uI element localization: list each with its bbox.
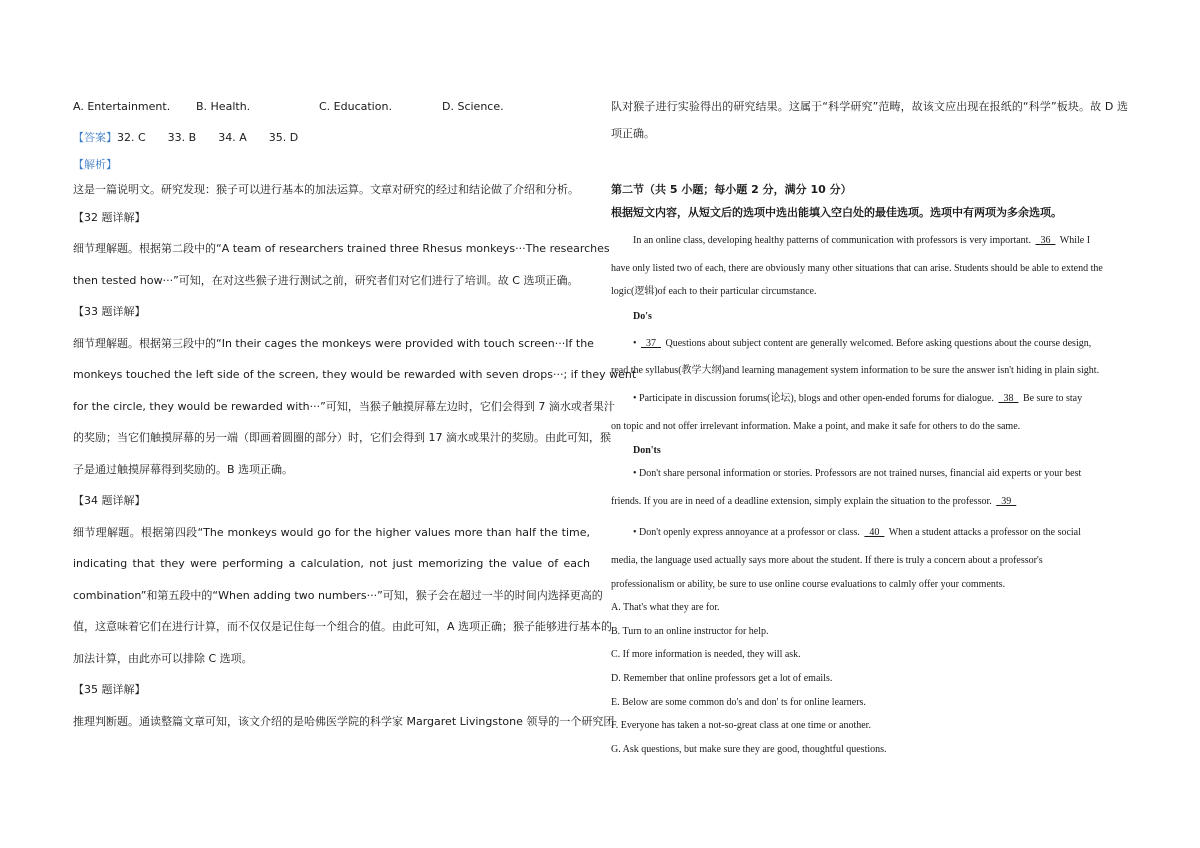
choice-b: B. Turn to an online instructor for help. bbox=[611, 626, 769, 637]
q32-line-2: then tested how···”可知，在对这些猴子进行测试之前，研究者们对它们进行了培训。故 C 选项正确。 bbox=[73, 274, 579, 287]
q35-options bbox=[73, 100, 565, 114]
choice-e: E. Below are some common do's and don' ts for online learners. bbox=[611, 697, 866, 708]
blank-40 bbox=[862, 527, 886, 538]
q34-heading: 【34 题详解】 bbox=[73, 494, 146, 507]
q34-line-4: 值，这意味着它们在进行计算，而不仅仅是记住每一个组合的值。由此可知，A 选项正确；猴子能够进行基本的 bbox=[73, 620, 613, 633]
option-b: B. Health. bbox=[196, 100, 251, 113]
option-a: A. Entertainment. bbox=[73, 100, 171, 113]
analysis-intro: 这是一篇说明文。研究发现：猴子可以进行基本的加法运算。文章对研究的经过和结论做了介绍和分析。 bbox=[73, 183, 579, 196]
donts-heading: Don'ts bbox=[633, 445, 661, 456]
dos-heading: Do's bbox=[633, 311, 652, 322]
passage-p1-text-a: In an online class, developing healthy patterns of communication with professors is very important. bbox=[633, 235, 1031, 246]
q34-line-3: combination”和第五段中的“When adding two numbers···”可知，猴子会在超过一半的时间内选择更高的 bbox=[73, 589, 603, 602]
q35-heading: 【35 题详解】 bbox=[73, 683, 146, 696]
analysis-tag: 【解析】 bbox=[73, 158, 117, 171]
bullet-4-line-2: media, the language used actually says more about the student. If there is truly a concern about a professor's bbox=[611, 555, 1043, 566]
blank-36 bbox=[1033, 235, 1057, 246]
bullet-4-text-b: When a student attacks a professor on the social bbox=[888, 527, 1081, 538]
bullet-2-line-2: on topic and not offer irrelevant information. Make a point, and make it safe for others to do the same. bbox=[611, 421, 1021, 432]
bullet-3-text: friends. If you are in need of a deadline extension, simply explain the situation to the professor. bbox=[611, 496, 992, 507]
q32-line-1: 细节理解题。根据第二段中的“A team of researchers trained three Rhesus monkeys···The researches bbox=[73, 242, 610, 255]
answer-tag: 【答案】 bbox=[73, 131, 117, 144]
choice-a: A. That's what they are for. bbox=[611, 602, 720, 613]
option-c: C. Education. bbox=[319, 100, 392, 113]
q35-continued-line-2: 项正确。 bbox=[611, 127, 655, 140]
passage-p1-line-2: have only listed two of each, there are obviously many other situations that can arise. Students should be able to extend the bbox=[611, 263, 1103, 274]
bullet-4-text-a: • Don't openly express annoyance at a professor or class. bbox=[633, 527, 860, 538]
q34-line-1: 细节理解题。根据第四段“The monkeys would go for the higher values more than half the time, bbox=[73, 526, 590, 539]
answer-34: 34. A bbox=[218, 131, 247, 144]
bullet-2-text-b: Be sure to stay bbox=[1022, 393, 1083, 404]
blank-40-number: 40 bbox=[869, 527, 880, 538]
bullet-1-line-2: read the syllabus(教学大纲)and learning management system information to be sure the answer isn't hiding in plain sight. bbox=[611, 365, 1100, 376]
answer-32: 32. C bbox=[117, 131, 146, 144]
bullet-1-dot: • bbox=[633, 338, 637, 349]
q34-line-5: 加法计算，由此亦可以排除 C 选项。 bbox=[73, 652, 253, 665]
q32-heading: 【32 题详解】 bbox=[73, 211, 146, 224]
bullet-4-line-3: professionalism or ability, be sure to use online course evaluations to calmly offer your comments. bbox=[611, 579, 1006, 590]
passage-p1-text-b: While I bbox=[1059, 235, 1091, 246]
section-title: 第二节（共 5 小题；每小题 2 分，满分 10 分） bbox=[611, 183, 852, 196]
q33-line-1: 细节理解题。根据第三段中的“In their cages the monkeys were provided with touch screen···If the bbox=[73, 337, 594, 350]
bullet-2-line-1 bbox=[611, 392, 1082, 406]
blank-38-number: 38 bbox=[1003, 393, 1014, 404]
blank-37 bbox=[639, 338, 663, 349]
bullet-1-line-1 bbox=[611, 337, 1091, 351]
bullet-1-text: Questions about subject content are generally welcomed. Before asking questions about the course design, bbox=[665, 338, 1092, 349]
bullet-3-line-2 bbox=[611, 495, 1018, 509]
section-instruction: 根据短文内容，从短文后的选项中选出能填入空白处的最佳选项。选项中有两项为多余选项。 bbox=[611, 206, 1062, 219]
bullet-3-line-1: • Don't share personal information or stories. Professors are not trained nurses, financial aid experts or your best bbox=[633, 468, 1082, 479]
blank-37-number: 37 bbox=[646, 338, 657, 349]
q33-line-2: monkeys touched the left side of the screen, they would be rewarded with seven drops···; if they went bbox=[73, 368, 637, 381]
bullet-2-text-a: • Participate in discussion forums(论坛), blogs and other open-ended forums for dialogue. bbox=[633, 393, 994, 404]
choice-d: D. Remember that online professors get a lot of emails. bbox=[611, 673, 833, 684]
choice-f: F. Everyone has taken a not-so-great class at one time or another. bbox=[611, 720, 871, 731]
q35-line-1: 推理判断题。通读整篇文章可知，该文介绍的是哈佛医学院的科学家 Margaret Livingstone 领导的一个研究团 bbox=[73, 715, 615, 728]
bullet-4-line-1 bbox=[611, 526, 1081, 540]
answer-line bbox=[73, 131, 298, 145]
answer-33: 33. B bbox=[167, 131, 197, 144]
q33-line-4: 的奖励；当它们触摸屏幕的另一端（即画着圆圈的部分）时，它们会得到 17 滴水或果汁的奖励。由此可知，猴 bbox=[73, 431, 611, 444]
choice-g: G. Ask questions, but make sure they are good, thoughtful questions. bbox=[611, 744, 887, 755]
passage-p1-line-3: logic(逻辑)of each to their particular circumstance. bbox=[611, 286, 817, 297]
blank-36-number: 36 bbox=[1040, 235, 1051, 246]
passage-p1-line-1 bbox=[611, 234, 1090, 248]
q33-line-5: 子是通过触摸屏幕得到奖励的。B 选项正确。 bbox=[73, 463, 294, 476]
q35-continued-line-1: 队对猴子进行实验得出的研究结果。这属于“科学研究”范畴，故该文应出现在报纸的“科学”板块。故 D 选 bbox=[611, 100, 1128, 113]
q34-line-2: indicating that they were performing a calculation, not just memorizing the value of each bbox=[73, 557, 590, 570]
blank-38 bbox=[996, 393, 1020, 404]
q33-line-3: for the circle, they would be rewarded with···”可知，当猴子触摸屏幕左边时，它们会得到 7 滴水或者果汁 bbox=[73, 400, 615, 413]
choice-c: C. If more information is needed, they will ask. bbox=[611, 649, 801, 660]
option-d: D. Science. bbox=[442, 100, 504, 113]
answer-35: 35. D bbox=[268, 131, 299, 144]
blank-39-number: 39 bbox=[1001, 496, 1012, 507]
blank-39 bbox=[994, 496, 1018, 507]
q33-heading: 【33 题详解】 bbox=[73, 305, 146, 318]
